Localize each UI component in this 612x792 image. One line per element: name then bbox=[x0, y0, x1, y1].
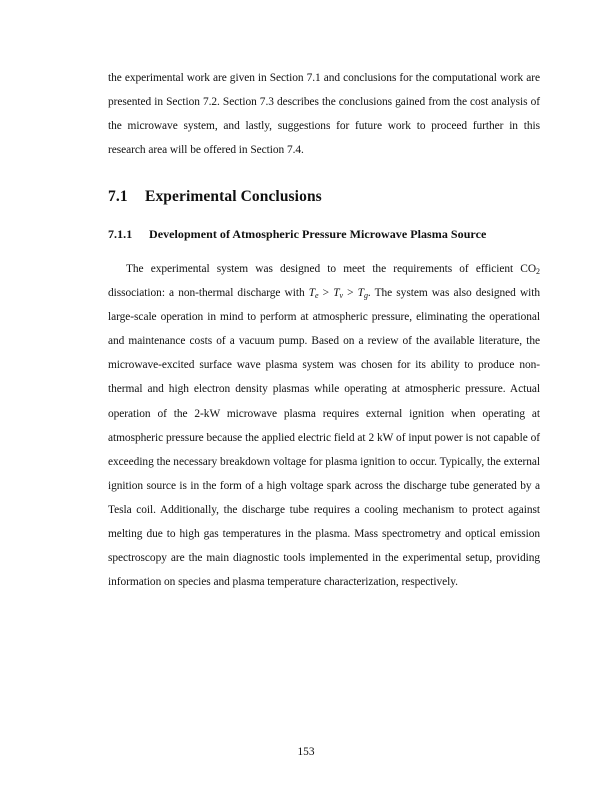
subsection-number: 7.1.1 bbox=[108, 227, 133, 241]
text-run: The experimental system was designed to meet the requirements of efficient CO bbox=[126, 263, 537, 275]
subsection-title: Development of Atmospheric Pressure Microwave Plasma Source bbox=[149, 227, 487, 241]
math-tg: $T_g$ bbox=[357, 287, 368, 301]
math-gt: > bbox=[343, 287, 358, 300]
intro-paragraph: the experimental work are given in Section 7.1 and conclusions for the computational work are presented in Section 7.2. Section 7.3 describes the conclusions gained from the cost analysis of the microwave system, and lastly, suggestions for future work to proceed further in this research area will be offered in Section 7.4. bbox=[108, 72, 540, 157]
main-paragraph bbox=[108, 257, 540, 594]
section-heading bbox=[108, 188, 322, 206]
co2-subscript: 2 bbox=[536, 267, 540, 276]
section-number: 7.1 bbox=[108, 188, 128, 205]
text-run: . The system was also designed with large-scale operation in mind to perform at atmospheric pressure, eliminating the operational and maintenance costs of a vacuum pump. Based on a review of the available literature, the microwave-excited surface wave plasma system was chosen for its ability to produce non-thermal and high electron density plasmas while operating at atmospheric pressure. Actual operation of the 2-kW microwave plasma requires external ignition when operating at atmospheric pressure because the applied electric field at 2 kW of input power is not capable of exceeding the necessary breakdown voltage for plasma ignition to occur. Typically, the external ignition source is in the form of a high voltage spark across the discharge tube generated by a Tesla coil. Additionally, the discharge tube requires a cooling mechanism to protect against melting due to high gas temperatures in the plasma. Mass spectrometry and optical emission spectroscopy are the main diagnostic tools implemented in the experimental setup, providing information on species and plasma temperature characterization, respectively. bbox=[108, 287, 540, 589]
text-run: dissociation: a non-thermal discharge with bbox=[108, 287, 309, 300]
subsection-heading bbox=[108, 227, 486, 242]
section-title: Experimental Conclusions bbox=[145, 188, 322, 205]
math-te: $T_e$ bbox=[308, 287, 319, 301]
math-tv: $T_v$ bbox=[333, 287, 343, 301]
math-gt: > bbox=[318, 287, 334, 300]
page-number: 153 bbox=[297, 746, 315, 758]
